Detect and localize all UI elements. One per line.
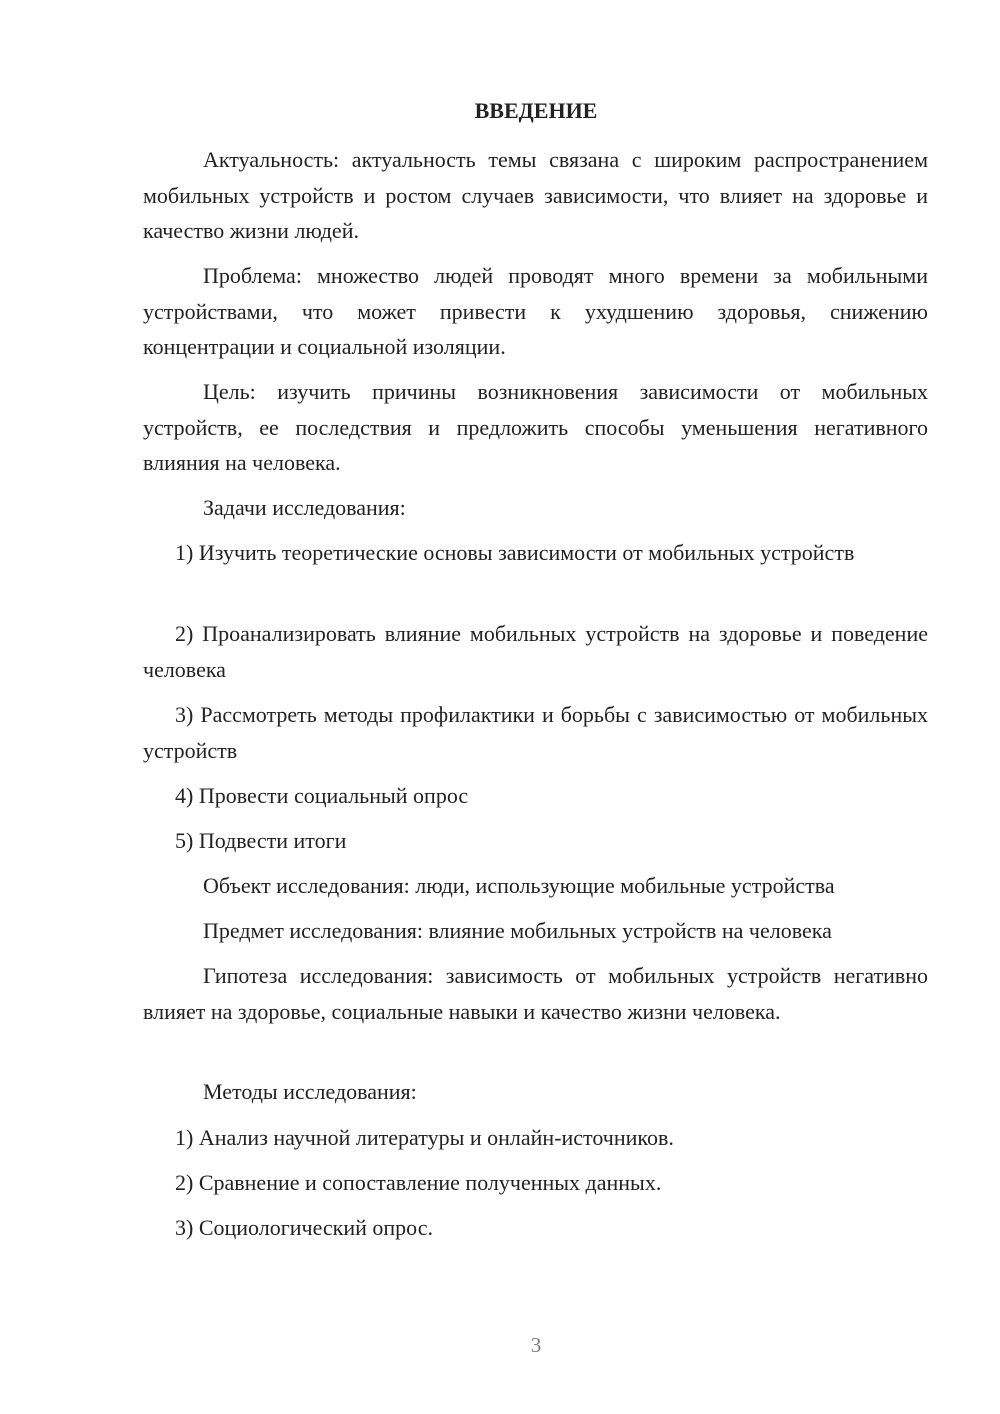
methods-title: Методы исследования: (203, 1079, 417, 1104)
object-paragraph: Объект исследования: люди, использующие мобильные устройства (203, 873, 835, 898)
method-item-3: 3) Социологический опрос. (175, 1215, 433, 1240)
method-item-2: 2) Сравнение и сопоставление полученных данных. (175, 1170, 662, 1195)
relevance-paragraph: Актуальность: актуальность темы связана с широким распространением мобильных устройств и ростом случаев зависимости, что влияет на здоровье и качество жизни людей. (143, 147, 928, 243)
section-heading: ВВЕДЕНИЕ (474, 98, 598, 123)
problem-paragraph: Проблема: множество людей проводят много времени за мобильными устройствами, что может привести к ухудшению здоровья, снижению концентрации и социальной изоляции. (143, 263, 928, 359)
page-number: 3 (530, 1333, 542, 1357)
goal-paragraph: Цель: изучить причины возникновения зависимости от мобильных устройств, ее последствия и предложить способы уменьшения негативного влияния на человека. (143, 379, 928, 475)
task-item-4: 4) Провести социальный опрос (175, 783, 469, 808)
tasks-title: Задачи исследования: (203, 495, 406, 520)
task-item-1: 1) Изучить теоретические основы зависимости от мобильных устройств (175, 540, 855, 565)
task-item-5: 5) Подвести итоги (175, 828, 347, 853)
task-item-3: 3) Рассмотреть методы профилактики и борьбы с зависимостью от мобильных устройств (143, 702, 928, 763)
method-item-1: 1) Анализ научной литературы и онлайн-источников. (175, 1125, 674, 1150)
subject-paragraph: Предмет исследования: влияние мобильных устройств на человека (203, 918, 832, 943)
hypothesis-paragraph: Гипотеза исследования: зависимость от мобильных устройств негативно влияет на здоровье, социальные навыки и качество жизни человека. (143, 963, 928, 1024)
task-item-2: 2) Проанализировать влияние мобильных устройств на здоровье и поведение человека (143, 621, 928, 682)
